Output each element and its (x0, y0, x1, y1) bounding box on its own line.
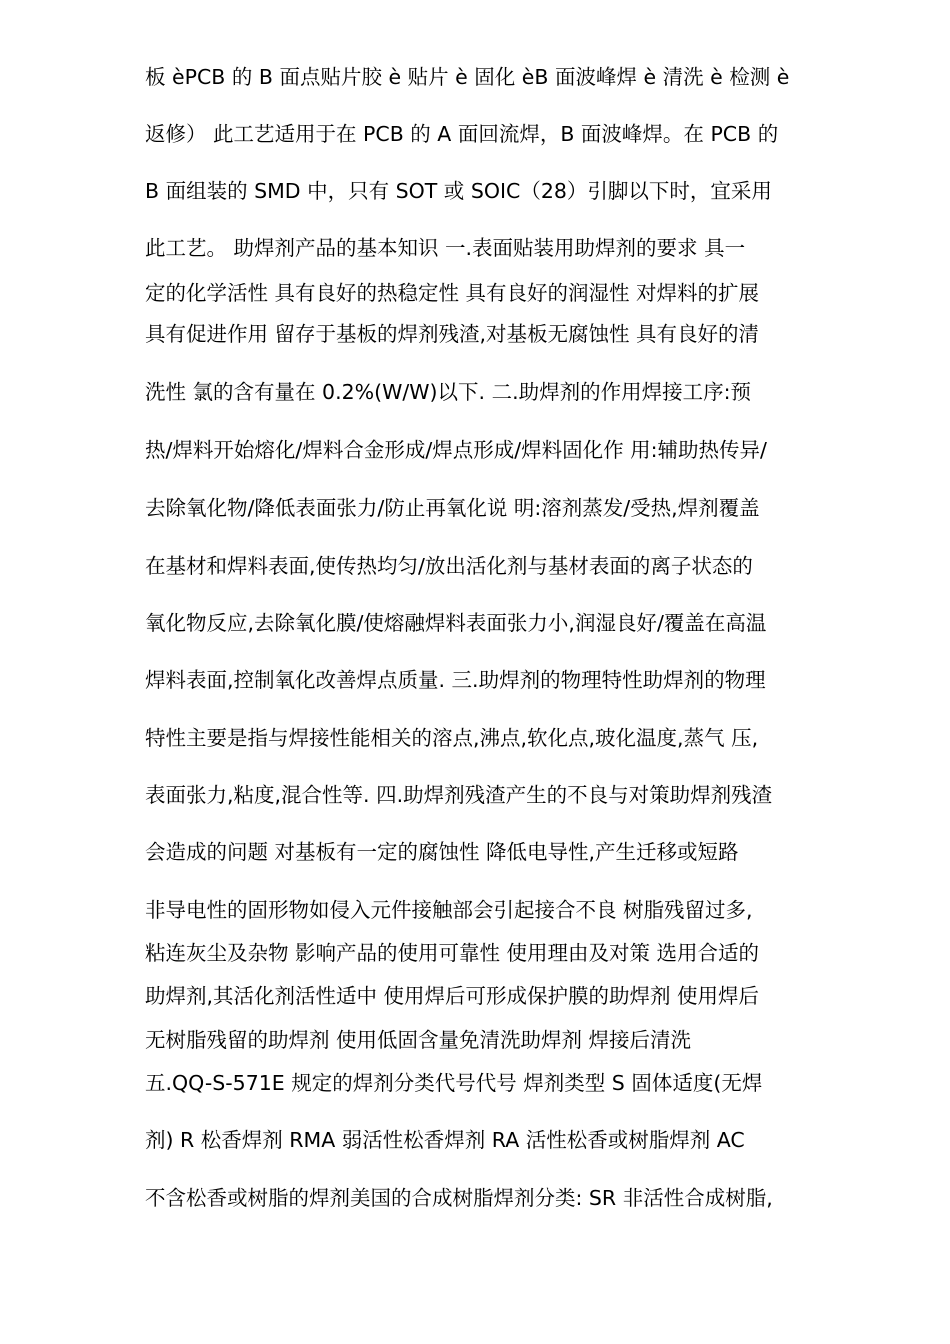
text-line: 热/焊料开始熔化/焊料合金形成/焊点形成/焊料固化作 用:辅助热传异/ (145, 438, 767, 462)
text-line: 无树脂残留的助焊剂 使用低固含量免清洗助焊剂 焊接后清洗 (145, 1028, 692, 1052)
text-line: 非导电性的固形物如侵入元件接触部会引起接合不良 树脂残留过多, (145, 898, 753, 922)
text-line: 具有促进作用 留存于基板的焊剂残渣,对基板无腐蚀性 具有良好的清 (145, 322, 760, 346)
text-line: 返修） 此工艺适用于在 PCB 的 A 面回流焊，B 面波峰焊。在 PCB 的 (145, 122, 779, 146)
text-line: 五.QQ-S-571E 规定的焊剂分类代号代号 焊剂类型 S 固体适度(无焊 (145, 1071, 763, 1095)
text-line: 剂) R 松香焊剂 RMA 弱活性松香焊剂 RA 活性松香或树脂焊剂 AC (145, 1128, 745, 1152)
text-line: 在基材和焊料表面,使传热均匀/放出活化剂与基材表面的离子状态的 (145, 554, 753, 578)
text-line: 不含松香或树脂的焊剂美国的合成树脂焊剂分类: SR 非活性合成树脂, (145, 1186, 773, 1210)
text-line: 洗性 氯的含有量在 0.2%(W/W)以下. 二.助焊剂的作用焊接工序:预 (145, 380, 752, 404)
text-line: 氧化物反应,去除氧化膜/使熔融焊料表面张力小,润湿良好/覆盖在高温 (145, 611, 767, 635)
text-line: 焊料表面,控制氧化改善焊点质量. 三.助焊剂的物理特性助焊剂的物理 (145, 668, 766, 692)
text-line: 定的化学活性 具有良好的热稳定性 具有良好的润湿性 对焊料的扩展 (145, 281, 760, 305)
text-line: 表面张力,粘度,混合性等. 四.助焊剂残渣产生的不良与对策助焊剂残渣 (145, 783, 773, 807)
text-line: 去除氧化物/降低表面张力/防止再氧化说 明:溶剂蒸发/受热,焊剂覆盖 (145, 496, 760, 520)
text-line: 板 èPCB 的 B 面点贴片胶 è 贴片 è 固化 èB 面波峰焊 è 清洗 è 检测 è (145, 65, 790, 89)
text-line: 粘连灰尘及杂物 影响产品的使用可靠性 使用理由及对策 选用合适的 (145, 941, 760, 965)
text-line: 会造成的问题 对基板有一定的腐蚀性 降低电导性,产生迁移或短路 (145, 840, 739, 864)
text-line: 特性主要是指与焊接性能相关的溶点,沸点,软化点,玻化温度,蒸气 压, (145, 726, 759, 750)
text-line: B 面组装的 SMD 中，只有 SOT 或 SOIC（28）引脚以下时，宜采用 (145, 179, 772, 203)
text-line: 此工艺。 助焊剂产品的基本知识 一.表面贴装用助焊剂的要求 具一 (145, 236, 746, 260)
text-line: 助焊剂,其活化剂活性适中 使用焊后可形成保护膜的助焊剂 使用焊后 (145, 984, 760, 1008)
